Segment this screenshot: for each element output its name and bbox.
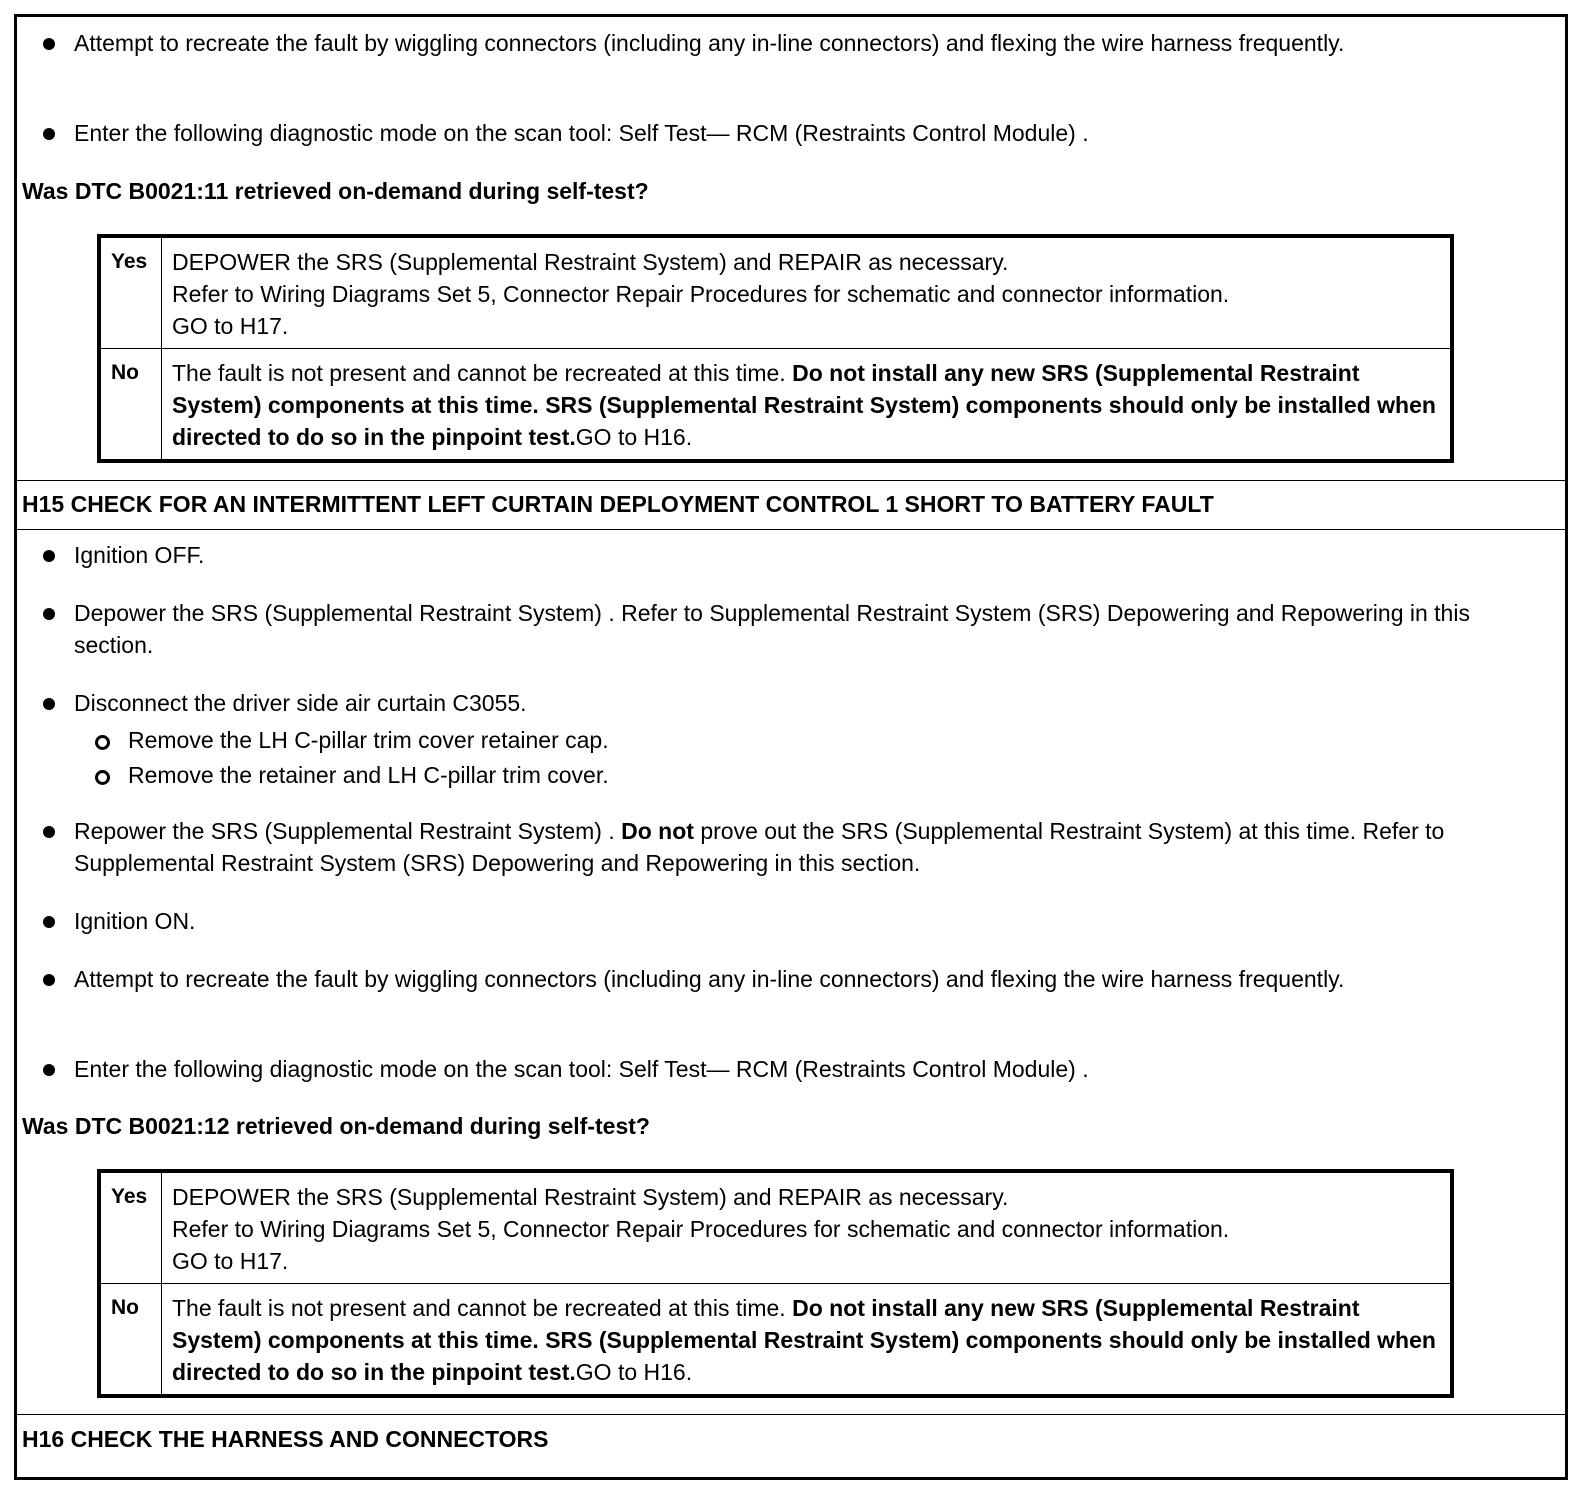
step-text: Disconnect the driver side air curtain C3055. <box>74 690 527 716</box>
bullet-icon <box>43 1064 55 1076</box>
sub-list-item <box>17 758 1505 793</box>
step-text <box>74 815 1505 879</box>
bullet-icon <box>43 128 55 140</box>
question-b0021-11: Was DTC B0021:11 retrieved on-demand during self-test? <box>22 178 649 204</box>
yes-text <box>162 236 1453 349</box>
step-text: Enter the following diagnostic mode on the scan tool: Self Test— RCM (Restraints Control Module) . <box>74 1056 1089 1082</box>
list-item <box>17 597 1505 661</box>
sub-step-text: Remove the retainer and LH C-pillar trim cover. <box>128 762 609 788</box>
table-row <box>99 1284 1452 1397</box>
list-item <box>17 1053 1505 1085</box>
bullet-icon <box>43 608 55 620</box>
bullet-icon <box>43 974 55 986</box>
yes-text <box>162 1171 1453 1284</box>
bullet-icon <box>43 698 55 710</box>
bullet-icon <box>43 916 55 928</box>
list-item <box>17 117 1505 149</box>
yes-line: GO to H17. <box>172 1248 289 1274</box>
yes-no-table-2 <box>97 1169 1454 1398</box>
yes-no-table-1 <box>97 234 1454 463</box>
step-text: Depower the SRS (Supplemental Restraint System) . Refer to Supplemental Restraint System (SRS) Depowering and Repowering in this section. <box>74 600 1470 658</box>
yes-line: Refer to Wiring Diagrams Set 5, Connector Repair Procedures for schematic and connector information. <box>172 281 1230 307</box>
list-item <box>17 963 1505 995</box>
list-item <box>17 905 1505 937</box>
step-text: Ignition OFF. <box>74 542 205 568</box>
no-text-warning: Do not install any new SRS (Supplemental Restraint System) components at this time. SRS (Supplemental Restraint System) components should only be installed when directed to do so in the pinpoint test. <box>172 1295 1436 1385</box>
sub-step-text: Remove the LH C-pillar trim cover retainer cap. <box>128 727 609 753</box>
yes-label: Yes <box>99 1171 162 1284</box>
yes-label: Yes <box>99 236 162 349</box>
yes-line: GO to H17. <box>172 313 289 339</box>
table-row <box>99 1171 1452 1284</box>
question-b0021-12: Was DTC B0021:12 retrieved on-demand during self-test? <box>22 1113 650 1139</box>
step-text-part: Repower the SRS (Supplemental Restraint System) . <box>74 818 622 844</box>
step-text-part: prove out the SRS (Supplemental Restraint System) at this time. Refer to Supplemental Restraint System (SRS) Depowering and Repowering in this section. <box>74 818 1445 876</box>
bullet-icon <box>43 38 55 50</box>
step-text: Ignition ON. <box>74 908 196 934</box>
table-row <box>99 236 1452 349</box>
step-heading-h15: H15 CHECK FOR AN INTERMITTENT LEFT CURTAIN DEPLOYMENT CONTROL 1 SHORT TO BATTERY FAULT <box>22 491 1214 517</box>
list-item <box>17 539 1505 571</box>
list-item <box>17 687 1505 793</box>
no-label: No <box>99 1284 162 1397</box>
bullet-icon <box>43 550 55 562</box>
procedure-page <box>14 14 1568 1480</box>
bullet-icon <box>43 826 55 838</box>
sub-step-list <box>17 723 1505 793</box>
list-item <box>17 815 1505 879</box>
table-row <box>99 349 1452 462</box>
step-text: Attempt to recreate the fault by wiggling connectors (including any in-line connectors) and flexing the wire harness frequently. <box>74 966 1345 992</box>
no-label: No <box>99 349 162 462</box>
no-text-goto: GO to H16. <box>575 1359 693 1385</box>
no-text-warning: Do not install any new SRS (Supplemental Restraint System) components at this time. SRS (Supplemental Restraint System) components should only be installed when directed to do so in the pinpoint test. <box>172 360 1436 450</box>
no-text <box>162 1284 1453 1397</box>
step-heading-h16: H16 CHECK THE HARNESS AND CONNECTORS <box>22 1426 549 1452</box>
yes-line: DEPOWER the SRS (Supplemental Restraint System) and REPAIR as necessary. <box>172 249 1009 275</box>
no-text <box>162 349 1453 462</box>
step-text: Enter the following diagnostic mode on the scan tool: Self Test— RCM (Restraints Control Module) . <box>74 120 1089 146</box>
hollow-bullet-icon <box>95 735 110 750</box>
sub-list-item <box>17 723 1505 758</box>
hollow-bullet-icon <box>95 770 110 785</box>
yes-line: DEPOWER the SRS (Supplemental Restraint System) and REPAIR as necessary. <box>172 1184 1009 1210</box>
step-text-warning: Do not <box>621 818 694 844</box>
list-item <box>17 27 1505 59</box>
no-text-plain: The fault is not present and cannot be recreated at this time. <box>172 360 793 386</box>
divider <box>17 480 1565 481</box>
no-text-plain: The fault is not present and cannot be recreated at this time. <box>172 1295 793 1321</box>
divider <box>17 1414 1565 1415</box>
step-text: Attempt to recreate the fault by wiggling connectors (including any in-line connectors) and flexing the wire harness frequently. <box>74 30 1345 56</box>
no-text-goto: GO to H16. <box>575 424 693 450</box>
yes-line: Refer to Wiring Diagrams Set 5, Connector Repair Procedures for schematic and connector information. <box>172 1216 1230 1242</box>
divider <box>17 529 1565 530</box>
